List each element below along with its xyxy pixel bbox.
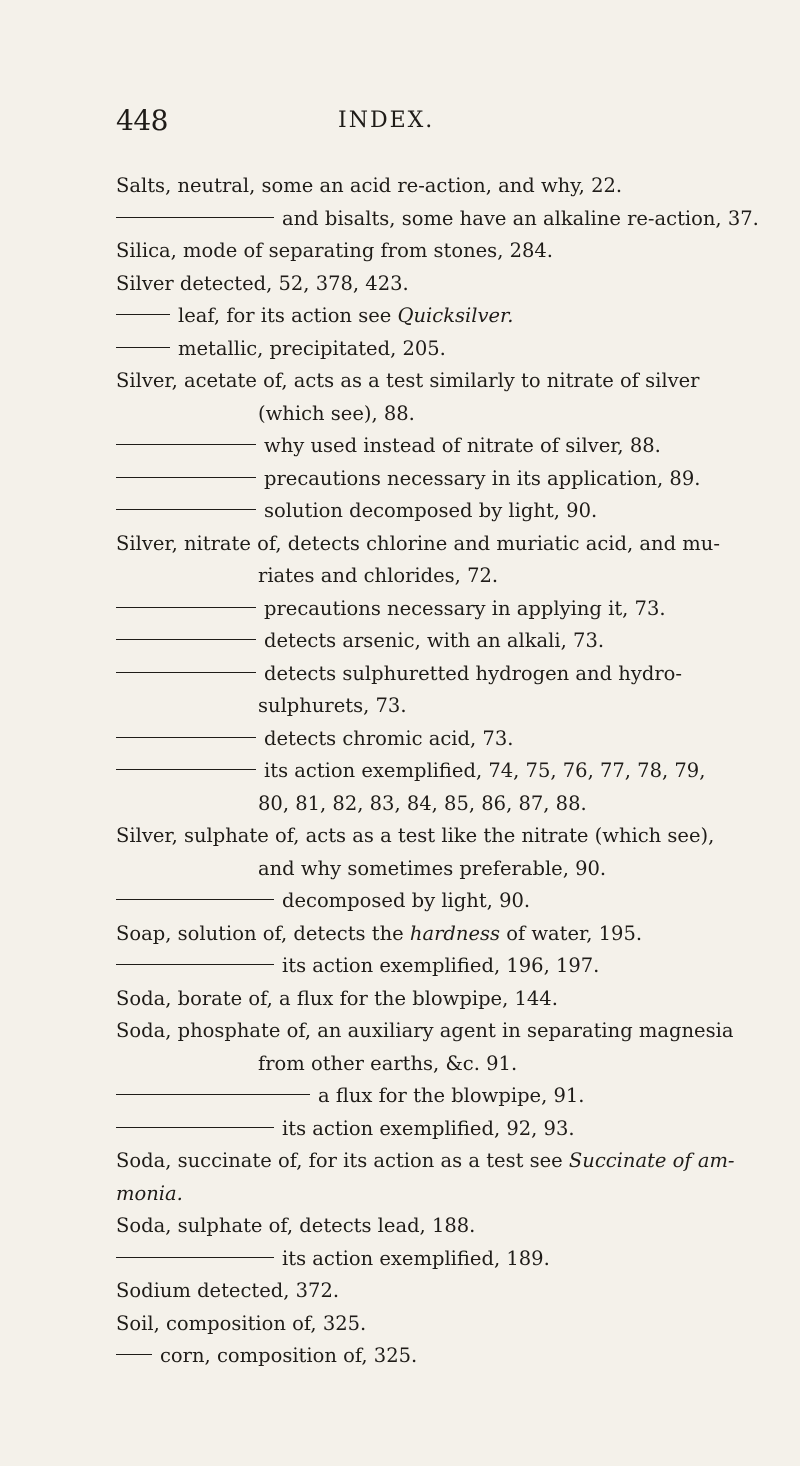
index-entry: Silver detected, 52, 378, 423. [116,271,409,295]
ditto-rule [116,477,256,478]
ditto-rule [116,737,256,738]
index-subentry: its action exemplified, 196, 197. [116,950,776,983]
index-entry: Soda, borate of, a flux for the blowpipe, 144. [116,986,558,1010]
page-header [0,104,800,164]
index-subentry: detects chromic acid, 73. [116,723,776,756]
index-entry-continuation: and why sometimes preferable, 90. [258,856,607,880]
index-entry: Soda, phosphate of, an auxiliary agent in separating magnesia [116,1019,734,1042]
ditto-rule [116,509,256,510]
ditto-rule [116,1127,274,1128]
ditto-rule [116,639,256,640]
index-entries [116,170,776,1373]
index-entry: Salts, neutral, some an acid re-action, and why, 22. [116,174,623,197]
index-subentry: why used instead of nitrate of silver, 88. [116,430,776,463]
index-entry: Sodium detected, 372. [116,1279,340,1302]
index-entry-continuation: 80, 81, 82, 83, 84, 85, 86, 87, 88. [258,791,587,815]
index-subentry: precautions necessary in its application, 89. [116,463,776,496]
ditto-rule [116,347,170,348]
index-subentry: leaf, for its action see Quicksilver. [116,300,776,333]
index-entry-continuation: from other earths, &c. 91. [258,1051,518,1075]
index-subentry: its action exemplified, 189. [116,1243,776,1276]
ditto-rule [116,1354,152,1355]
index-subentry: precautions necessary in applying it, 73. [116,593,776,626]
ditto-rule [116,964,274,965]
ditto-rule [116,444,256,445]
index-subentry: a flux for the blowpipe, 91. [116,1080,776,1113]
index-entry: Silver, nitrate of, detects chlorine and muriatic acid, and mu- [116,531,720,555]
running-head: INDEX. [338,108,435,133]
ditto-rule [116,769,256,770]
index-subentry: and bisalts, some have an alkaline re-action, 37. [116,203,776,236]
index-entry: Soil, composition of, 325. [116,1311,367,1335]
ditto-rule [116,314,170,315]
index-subentry: metallic, precipitated, 205. [116,333,776,366]
ditto-rule [116,607,256,608]
index-entry: Soda, succinate of, for its action as a test see Succinate of am- [116,1149,735,1172]
index-entry: Soda, sulphate of, detects lead, 188. [116,1214,476,1237]
index-subentry: corn, composition of, 325. [116,1340,776,1373]
ditto-rule [116,672,256,673]
index-entry: Silver, sulphate of, acts as a test like the nitrate (which see), [116,824,715,847]
index-entry-continuation: riates and chlorides, 72. [258,564,499,587]
ditto-rule [116,899,274,900]
index-subentry: its action exemplified, 92, 93. [116,1113,776,1146]
index-entry: Silver, acetate of, acts as a test similarly to nitrate of silver [116,369,700,392]
index-entry: Soap, solution of, detects the hardness of water, 195. [116,921,643,945]
index-entry: Silica, mode of separating from stones, 284. [116,239,554,262]
index-subentry: solution decomposed by light, 90. [116,495,776,528]
index-subentry: detects sulphuretted hydrogen and hydro- [116,658,776,691]
index-entry-continuation: sulphurets, 73. [258,694,407,717]
index-entry-continuation: (which see), 88. [258,401,415,425]
ditto-rule [116,1257,274,1258]
index-subentry: decomposed by light, 90. [116,885,776,918]
index-subentry: detects arsenic, with an alkali, 73. [116,625,776,658]
page-number: 448 [116,104,168,137]
index-entry-continuation: monia. [116,1181,183,1205]
ditto-rule [116,1094,310,1095]
index-subentry: its action exemplified, 74, 75, 76, 77, 78, 79, [116,755,776,788]
ditto-rule [116,217,274,218]
